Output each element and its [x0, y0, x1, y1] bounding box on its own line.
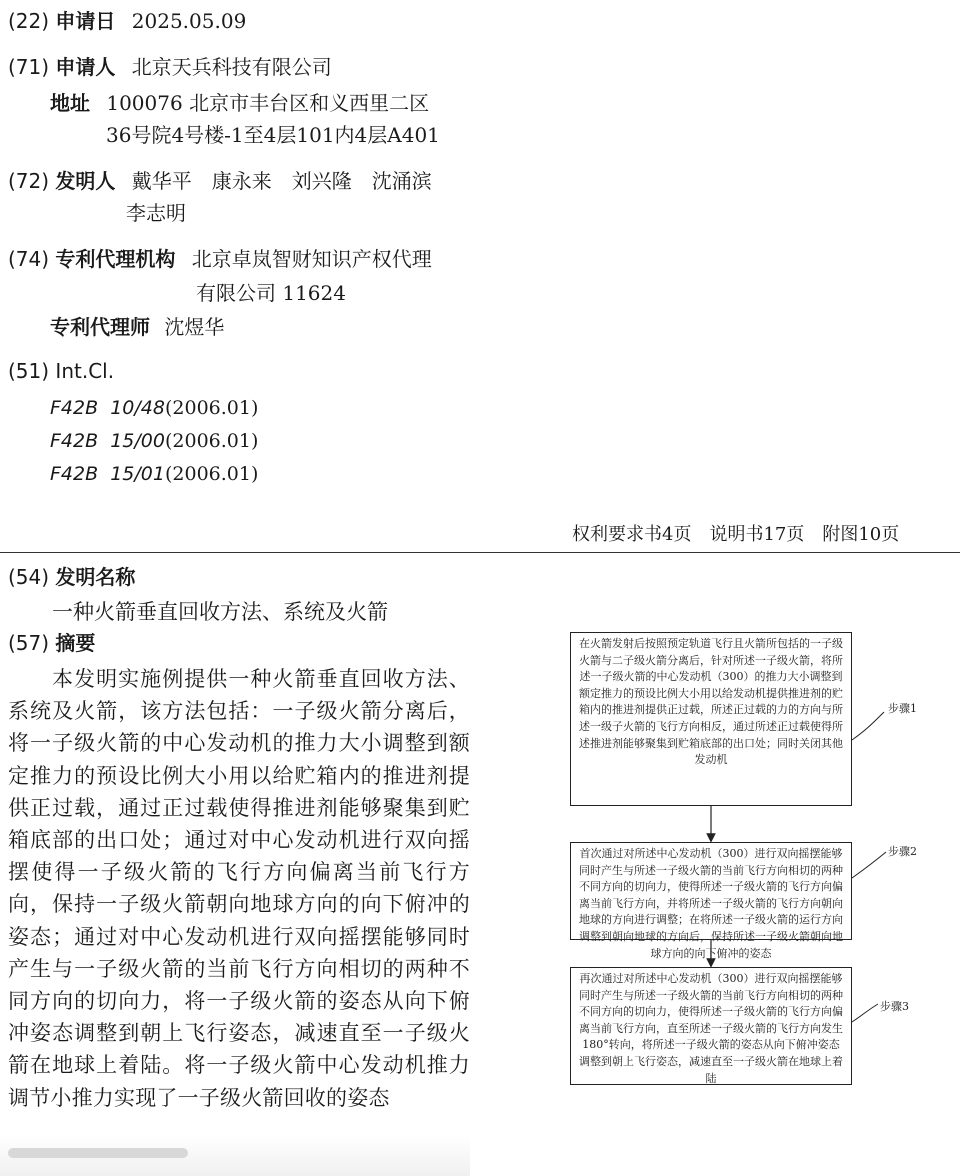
agent-label: 专利代理师	[50, 315, 150, 339]
abstract-text: 本发明实施例提供一种火箭垂直回收方法、系统及火箭，该方法包括：一子级火箭分离后，将一子级火箭的中心发动机的推力大小调整到额定推力的预设比例大小用以给贮箱内的推进剂提供正过载，通过正过载使得推进剂能够聚集到贮箱底部的出口处；通过对中心发动机进行双向摇摆使得一子级火箭的飞行方向偏离当前飞行方向，保持一子级火箭朝向地球方向的向下俯冲的姿态；通过对中心发动机进行双向摇摆能够同时产生与一子级火箭的当前飞行方向相切的两种不同方向的切向力，将一子级火箭的姿态从向下俯冲姿态调整到朝上飞行姿态，减速直至一子级火箭在地球上着陆。将一子级火箭中心发动机推力调节小推力实现了一子级火箭回收的姿态	[8, 667, 470, 1110]
field-label: 申请日	[55, 9, 116, 33]
flow-step-1-label: 步骤1	[888, 702, 917, 715]
address-line-2: 36号院4号楼-1至4层101内4层A401	[106, 123, 440, 147]
intcl-class: F42B 10/48	[50, 397, 165, 419]
flow-step-2-box: 首次通过对所述中心发动机（300）进行双向摇摆能够同时产生与所述一子级火箭的当前飞行方向相切的两种不同方向的切向力，使得所述一子级火箭的飞行方向偏离当前飞行方向，并将所述一子级火箭的飞行方向朝向地球的方向进行调整；在将所述一子级火箭的运行方向调整到朝向地球的方向后，保持所述一子级火箭朝向地球方向的向下俯冲的姿态	[570, 842, 852, 940]
applicant-name: 北京天兵科技有限公司	[131, 55, 332, 79]
field-code: (72)	[8, 169, 50, 193]
leader-line-2	[852, 852, 886, 878]
field-code: (22)	[8, 9, 50, 33]
agent-name: 沈煜华	[164, 315, 225, 339]
intcl-version: (2006.01)	[164, 430, 259, 452]
field-label: 申请人	[55, 55, 116, 79]
flow-step-2-label: 步骤2	[888, 845, 917, 858]
flow-step-3-box: 再次通过对所述中心发动机（300）进行双向摇摆能够同时产生与所述一子级火箭的当前飞行方向相切的两种不同方向的切向力，使得所述一子级火箭的飞行方向偏离当前飞行方向，直至所述一子级火箭的飞行方向发生180°转向，将所述一子级火箭的姿态从向下俯冲姿态调整到朝上飞行姿态，减速直至一子级火箭在地球上着陆	[570, 967, 852, 1085]
address-line-1: 100076 北京市丰台区和义西里二区	[106, 91, 430, 115]
intcl-version: (2006.01)	[164, 463, 259, 485]
field-label: 摘要	[55, 631, 96, 655]
field-code: (71)	[8, 55, 50, 79]
field-label: 发明名称	[55, 565, 136, 589]
intcl-class: F42B 15/01	[50, 463, 165, 485]
field-code: (57)	[8, 631, 50, 655]
field-label: 发明人	[55, 169, 116, 193]
leader-line-3	[852, 1004, 878, 1022]
intcl-version: (2006.01)	[164, 397, 259, 419]
field-code: (74)	[8, 247, 50, 271]
intcl-class: F42B 15/00	[50, 430, 165, 452]
address-label: 地址	[50, 91, 90, 115]
inventors-line-2: 李志明	[126, 201, 186, 225]
inventors-line-1: 戴华平 康永来 刘兴隆 沈涌滨	[131, 169, 432, 193]
intcl-label: Int.Cl.	[55, 359, 115, 383]
field-label: 专利代理机构	[55, 247, 176, 271]
agency-line-1: 北京卓岚智财知识产权代理	[191, 247, 432, 271]
flow-step-1-box: 在火箭发射后按照预定轨道飞行且火箭所包括的一子级火箭与二子级火箭分离后，针对所述一子级火箭，将所述一子级火箭的中心发动机（300）的推力大小调整到额定推力的预设比例大小用以给发动机提供推进剂的贮箱内的推进剂提供正过载，所述正过载的力的方向与所述一级子火箭的飞行方向相反，通过所述正过载使得所述推进剂能够聚集到贮箱底部的出口处；同时关闭其他发动机	[570, 632, 852, 806]
agency-line-2: 有限公司 11624	[196, 281, 346, 305]
leader-line-1	[852, 712, 884, 740]
invention-title: 一种火箭垂直回收方法、系统及火箭	[52, 600, 388, 624]
filing-date: 2025.05.09	[131, 9, 247, 33]
pages-info: 权利要求书4页 说明书17页 附图10页	[572, 524, 900, 545]
field-code: (51)	[8, 359, 50, 383]
flow-step-3-label: 步骤3	[880, 1000, 909, 1013]
field-code: (54)	[8, 565, 50, 589]
